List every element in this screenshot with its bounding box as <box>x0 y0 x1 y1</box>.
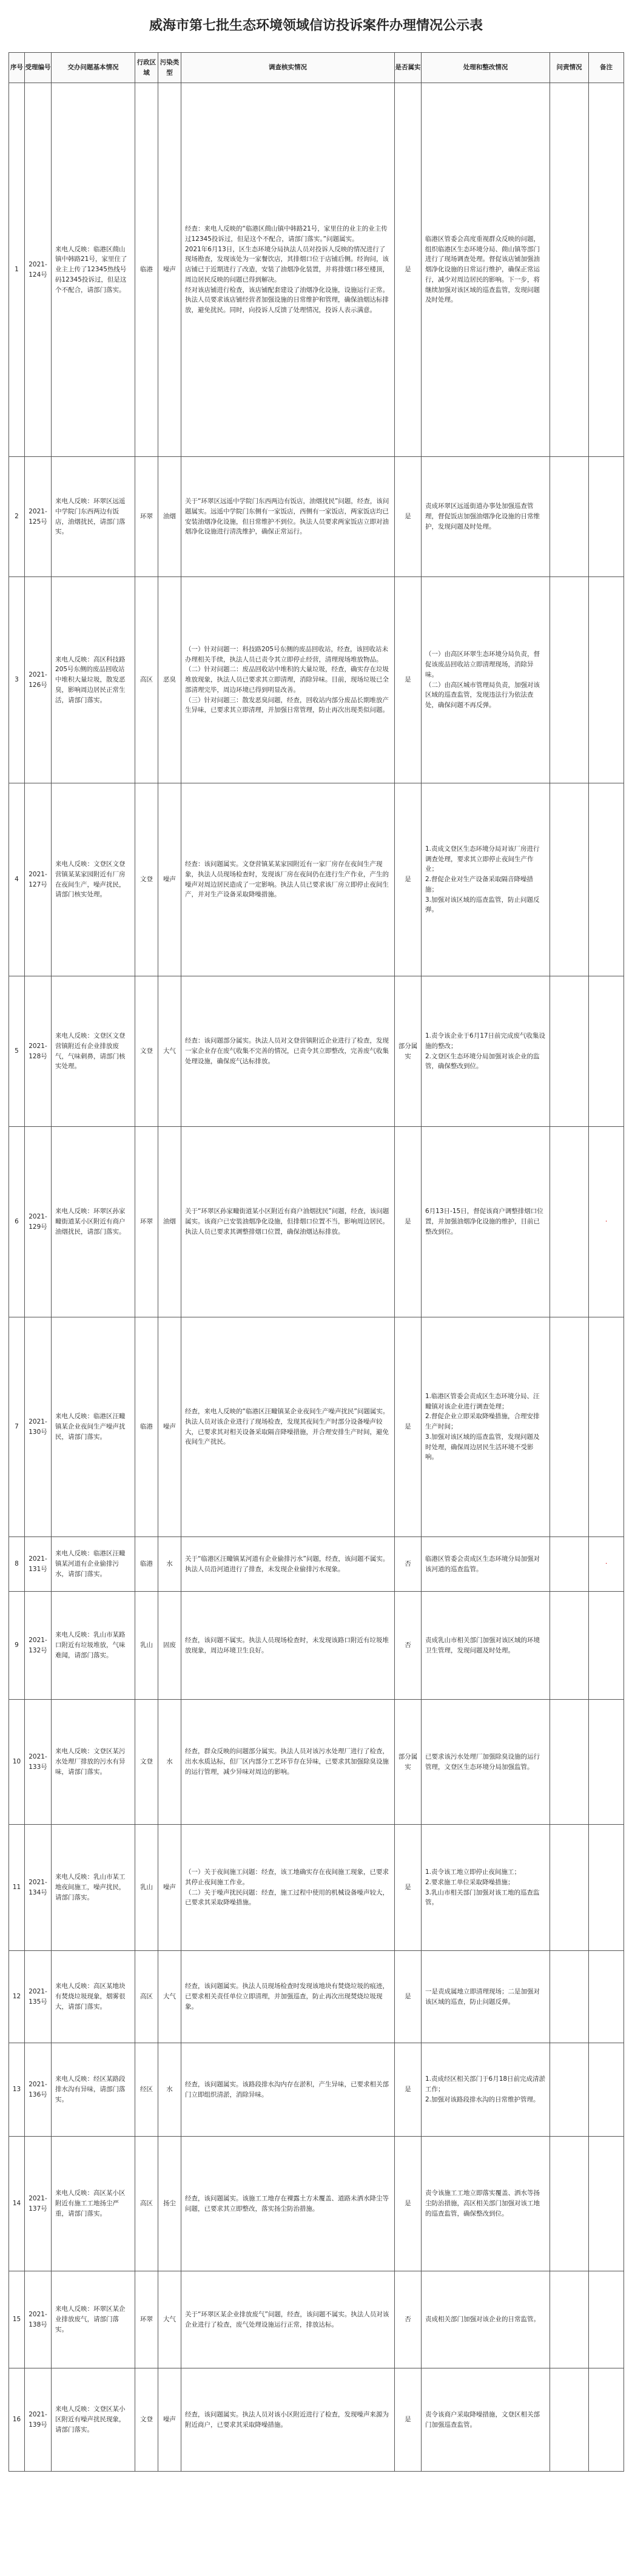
complaint-table <box>8 52 624 2472</box>
row-remark <box>589 2271 624 2368</box>
table-row <box>9 2137 624 2271</box>
row-no: 7 <box>9 1317 25 1537</box>
row-region: 环翠 <box>135 1127 158 1317</box>
page-title: 威海市第七批生态环境领域信访投诉案件办理情况公示表 <box>149 18 483 33</box>
row-accountability <box>550 1537 589 1592</box>
row-no: 3 <box>9 577 25 783</box>
row-details: 关于“临港区汪疃镇某河道有企业偷排污水”问题，经查，该问题不属实。执法人员沿河道进行了排查，未发现企业偷排污水现象。 <box>181 1537 395 1592</box>
row-remark <box>589 1700 624 1825</box>
row-handling: 责成乳山市相关部门加强对该区域的环境卫生管理，发现问题及时处理。 <box>422 1592 550 1700</box>
row-id: 2021-135号 <box>25 1951 52 2043</box>
row-handling: 已要求该污水处理厂加强除臭设施的运行管理，文登区生态环境分局加强监管。 <box>422 1700 550 1825</box>
row-region: 高区 <box>135 2137 158 2271</box>
row-verified: 是 <box>395 2368 422 2472</box>
row-details: 关于“环翠区远遥中学院门东西两边有饭店，油烟扰民”问题，经查，该问题属实。远遥中学院门东侧有一家饭店，西侧有一家饭店，两家饭店均已安装油烟净化设施，但日常维护不到位。执法人员要求两家饭店立即对油烟净化设施进行清洗维护，确保正常运行。 <box>181 457 395 577</box>
row-remark <box>589 457 624 577</box>
row-verified: 是 <box>395 577 422 783</box>
row-region: 乳山 <box>135 1825 158 1951</box>
row-issue: 来电人反映：临港区蔄山镇中韩路21号，家里住了业主上传了12345热线号码12345投诉过，但是这个不配合，请部门落实。 <box>52 83 135 457</box>
row-details: 经查：该问题部分属实。执法人员对文登营镇附近企业进行了检查，发现一家企业存在废气收集不完善的情况，已责令其立即整改，完善废气收集处理设施，确保废气达标排放。 <box>181 976 395 1127</box>
row-details: 关于“环翠区某企业排放废气”问题，经查，该问题不属实。执法人员对该企业进行了检查，废气处理设施运行正常，排放达标。 <box>181 2271 395 2368</box>
row-remark <box>589 1825 624 1951</box>
row-accountability <box>550 976 589 1127</box>
row-type: 大气 <box>158 1951 181 2043</box>
row-type: 噪声 <box>158 783 181 976</box>
row-issue: 来电人反映：高区某小区附近有施工工地扬尘严重，请部门落实。 <box>52 2137 135 2271</box>
row-handling: 临港区管委会高度重视群众反映的问题，组织临港区生态环境分局、蔄山镇等部门进行了现场调查处理。督促该店铺加强油烟净化设施的日常运行维护，确保正常运行，减少对周边居民的影响。下一步，将继续加强对该区域的巡查监管，发现问题及时处理。 <box>422 83 550 457</box>
row-issue: 来电人反映：环翠区孙家疃街道某小区附近有商户油烟扰民，请部门落实。 <box>52 1127 135 1317</box>
table-row <box>9 577 624 783</box>
row-accountability <box>550 1592 589 1700</box>
row-type: 水 <box>158 1700 181 1825</box>
row-verified: 否 <box>395 1592 422 1700</box>
row-region: 高区 <box>135 1951 158 2043</box>
row-issue: 来电人反映：文登区文登营镇某某家园附近有厂房在夜间生产，噪声扰民，请部门核实处理。 <box>52 783 135 976</box>
row-accountability <box>550 577 589 783</box>
row-no: 12 <box>9 1951 25 2043</box>
row-no: 9 <box>9 1592 25 1700</box>
row-details: 经查，该问题不属实。执法人员现场检查时，未发现该路口附近有垃圾堆放现象，周边环境卫生良好。 <box>181 1592 395 1700</box>
row-handling: 1.责令该企业于6月17日前完成废气收集设施的整改； 2.文登区生态环境分局加强对该企业的监管，确保整改到位。 <box>422 976 550 1127</box>
table-row <box>9 1951 624 2043</box>
table-row <box>9 1127 624 1317</box>
row-no: 13 <box>9 2043 25 2137</box>
row-id: 2021-134号 <box>25 1825 52 1951</box>
header-issue: 交办问题基本情况 <box>52 53 135 83</box>
row-handling: 责令该商户采取降噪措施，文登区相关部门加强巡查监管。 <box>422 2368 550 2472</box>
row-no: 16 <box>9 2368 25 2472</box>
header-no: 序号 <box>9 53 25 83</box>
row-id: 2021-124号 <box>25 83 52 457</box>
row-region: 高区 <box>135 577 158 783</box>
row-region: 临港 <box>135 83 158 457</box>
table-row <box>9 976 624 1127</box>
row-verified: 是 <box>395 1825 422 1951</box>
row-id: 2021-125号 <box>25 457 52 577</box>
row-id: 2021-127号 <box>25 783 52 976</box>
row-issue: 来电人反映：文登区某小区附近有噪声扰民现象，请部门落实。 <box>52 2368 135 2472</box>
row-remark <box>589 1951 624 2043</box>
table-row <box>9 457 624 577</box>
row-verified: 是 <box>395 2137 422 2271</box>
row-id: 2021-128号 <box>25 976 52 1127</box>
row-handling: 责成相关部门加强对该企业的日常监管。 <box>422 2271 550 2368</box>
row-id: 2021-132号 <box>25 1592 52 1700</box>
row-type: 噪声 <box>158 2368 181 2472</box>
row-issue: 来电人反映：临港区汪疃镇某河道有企业偷排污水，请部门落实。 <box>52 1537 135 1592</box>
table-row <box>9 2368 624 2472</box>
row-issue: 来电人反映：乳山市某工地夜间施工，噪声扰民，请部门落实。 <box>52 1825 135 1951</box>
row-accountability <box>550 2137 589 2271</box>
row-accountability <box>550 1317 589 1537</box>
row-details: 经查：该问题属实。文登营镇某某家园附近有一家厂房存在夜间生产现象，执法人员现场检查时，发现该厂房在夜间仍在进行生产作业，产生的噪声对周边居民造成了一定影响。执法人员已要求该厂房立即停止夜间生产，并对生产设备采取降噪措施。 <box>181 783 395 976</box>
row-region: 文登 <box>135 1700 158 1825</box>
row-region: 乳山 <box>135 1592 158 1700</box>
row-remark <box>589 783 624 976</box>
row-type: 大气 <box>158 976 181 1127</box>
header-handling: 处理和整改情况 <box>422 53 550 83</box>
table-row <box>9 1317 624 1537</box>
row-no: 1 <box>9 83 25 457</box>
row-issue: 来电人反映：文登区文登营镇附近有企业排放废气，气味刺鼻，请部门核实处理。 <box>52 976 135 1127</box>
table-body <box>9 83 624 2472</box>
row-verified: 是 <box>395 783 422 976</box>
table-row <box>9 1700 624 1825</box>
row-issue: 来电人反映：环翠区远遥中学院门东西两边有饭店，油烟扰民，请部门落实。 <box>52 457 135 577</box>
row-remark <box>589 83 624 457</box>
row-remark <box>589 1317 624 1537</box>
row-handling: 责成环翠区远遥街道办事处加强巡查管理，督促饭店加强油烟净化设施的日常维护，发现问题及时处理。 <box>422 457 550 577</box>
row-verified: 是 <box>395 83 422 457</box>
row-id: 2021-131号 <box>25 1537 52 1592</box>
row-id: 2021-126号 <box>25 577 52 783</box>
row-region: 文登 <box>135 2368 158 2472</box>
header-details: 调查核实情况 <box>181 53 395 83</box>
row-region: 环翠 <box>135 457 158 577</box>
header-id: 受理编号 <box>25 53 52 83</box>
row-id: 2021-130号 <box>25 1317 52 1537</box>
table-row <box>9 783 624 976</box>
row-accountability <box>550 2271 589 2368</box>
row-accountability <box>550 2043 589 2137</box>
row-id: 2021-133号 <box>25 1700 52 1825</box>
row-remark <box>589 2368 624 2472</box>
row-id: 2021-136号 <box>25 2043 52 2137</box>
row-no: 10 <box>9 1700 25 1825</box>
row-type: 噪声 <box>158 1825 181 1951</box>
row-type: 大气 <box>158 2271 181 2368</box>
row-issue: 来电人反映：乳山市某路口附近有垃圾堆放，气味难闻，请部门落实。 <box>52 1592 135 1700</box>
row-remark: · <box>589 1537 624 1592</box>
row-region: 临港 <box>135 1537 158 1592</box>
row-details: 经查，该问题属实。执法人员现场检查时发现该地块有焚烧垃圾的痕迹，已要求相关责任单位立即清理，并加强巡查，防止再次出现焚烧垃圾现象。 <box>181 1951 395 2043</box>
row-region: 文登 <box>135 976 158 1127</box>
row-remark <box>589 577 624 783</box>
table-row <box>9 1825 624 1951</box>
row-verified: 否 <box>395 1537 422 1592</box>
row-details: 经查，群众反映的问题部分属实。执法人员对该污水处理厂进行了检查，出水水质达标，但厂区内部分工艺环节存在异味，已要求其加强除臭设施的运行管理，减少异味对周边的影响。 <box>181 1700 395 1825</box>
row-id: 2021-137号 <box>25 2137 52 2271</box>
row-no: 5 <box>9 976 25 1127</box>
row-details: 经查：来电人反映的“临港区蔄山镇中韩路21号，家里住的业主的业主传过12345投诉过，但是这个不配合，请部门落实。”问题属实。 2021年6月13日，区生态环境分局执法人员对投诉人反映的情况进行了现场勘查，发现该处为一家餐饮店，其排烟口位于店铺后侧。经询问，该店铺已于近期进行了改造，安装了油烟净化装置，并将排烟口移至楼顶，周边居民反映的问题已得到解决。 经对该店铺进行检查，该店铺配套建设了油烟净化设施，设施运行正常。执法人员要求该店铺经营者加强设施的日常维护和管理，确保油烟达标排放，避免扰民。同时，向投诉人反馈了处理情况，投诉人表示满意。 <box>181 83 395 457</box>
header-remark: 备注 <box>589 53 624 83</box>
row-accountability <box>550 1825 589 1951</box>
table-header-row <box>9 53 624 83</box>
row-region: 临港 <box>135 1317 158 1537</box>
row-type: 固废 <box>158 1592 181 1700</box>
row-handling: （一）由高区环翠生态环境分局负责，督促该废品回收站立即清理现场，消除异味。 （二）由高区城市管理局负责，加强对该区域的巡查监管，发现违法行为依法查处，确保问题不再反弹。 <box>422 577 550 783</box>
row-issue: 来电人反映：临港区汪疃镇某企业夜间生产噪声扰民，请部门落实。 <box>52 1317 135 1537</box>
row-region: 环翠 <box>135 2271 158 2368</box>
row-accountability <box>550 83 589 457</box>
row-remark <box>589 1592 624 1700</box>
row-handling: 1.责成文登区生态环境分局对该厂房进行调查处理，要求其立即停止夜间生产作业； 2.督促企业对生产设备采取隔音降噪措施； 3.加强对该区域的巡查监管，防止问题反弹。 <box>422 783 550 976</box>
row-accountability <box>550 457 589 577</box>
row-no: 6 <box>9 1127 25 1317</box>
row-no: 2 <box>9 457 25 577</box>
row-accountability <box>550 1700 589 1825</box>
row-details: 经查，该问题属实。该施工工地存在裸露土方未覆盖、道路未洒水降尘等问题，已要求其立即整改，落实扬尘防治措施。 <box>181 2137 395 2271</box>
row-verified: 是 <box>395 2043 422 2137</box>
row-id: 2021-129号 <box>25 1127 52 1317</box>
row-type: 恶臭 <box>158 577 181 783</box>
row-type: 扬尘 <box>158 2137 181 2271</box>
row-issue: 来电人反映：经区某路段排水沟有异味，请部门落实。 <box>52 2043 135 2137</box>
row-issue: 来电人反映：高区某地块有焚烧垃圾现象，烟雾很大，请部门落实。 <box>52 1951 135 2043</box>
row-details: 关于“环翠区孙家疃街道某小区附近有商户油烟扰民”问题，经查，该问题属实。该商户已安装油烟净化设施，但排烟口位置不当，影响周边居民。执法人员已要求其调整排烟口位置，确保油烟达标排放。 <box>181 1127 395 1317</box>
row-issue: 来电人反映：文登区某污水处理厂排放的污水有异味，请部门落实。 <box>52 1700 135 1825</box>
row-details: 经查，来电人反映的“临港区汪疃镇某企业夜间生产噪声扰民”问题属实。执法人员对该企业进行了现场检查，发现其夜间生产时部分设备噪声较大，已要求其对相关设备采取隔音降噪措施，并合理安排生产时间，避免夜间生产扰民。 <box>181 1317 395 1537</box>
table-row <box>9 2271 624 2368</box>
row-details: 经查，该问题属实。执法人员对该小区附近进行了检查，发现噪声来源为附近商户，已要求其采取降噪措施。 <box>181 2368 395 2472</box>
row-handling: 6月13日-15日，督促该商户调整排烟口位置，并加强油烟净化设施的维护，目前已整改到位。 <box>422 1127 550 1317</box>
row-handling: 1.责成经区相关部门于6月18日前完成清淤工作； 2.加强对该路段排水沟的日常维护管理。 <box>422 2043 550 2137</box>
row-accountability <box>550 1951 589 2043</box>
row-no: 14 <box>9 2137 25 2271</box>
header-region: 行政区域 <box>135 53 158 83</box>
row-id: 2021-139号 <box>25 2368 52 2472</box>
row-accountability <box>550 2368 589 2472</box>
row-verified: 是 <box>395 1951 422 2043</box>
row-type: 水 <box>158 1537 181 1592</box>
row-handling: 一是责成属地立即清理现场；二是加强对该区域的巡查，防止问题反弹。 <box>422 1951 550 2043</box>
header-accountability: 问责情况 <box>550 53 589 83</box>
header-type: 污染类型 <box>158 53 181 83</box>
row-remark <box>589 976 624 1127</box>
row-region: 经区 <box>135 2043 158 2137</box>
row-no: 11 <box>9 1825 25 1951</box>
row-id: 2021-138号 <box>25 2271 52 2368</box>
row-type: 水 <box>158 2043 181 2137</box>
row-region: 文登 <box>135 783 158 976</box>
row-remark <box>589 2137 624 2271</box>
row-verified: 部分属实 <box>395 976 422 1127</box>
row-type: 噪声 <box>158 83 181 457</box>
row-verified: 是 <box>395 457 422 577</box>
row-accountability <box>550 783 589 976</box>
row-type: 油烟 <box>158 1127 181 1317</box>
row-handling: 1.责令该工地立即停止夜间施工； 2.要求施工单位采取降噪措施； 3.乳山市相关部门加强对该工地的巡查监管。 <box>422 1825 550 1951</box>
row-remark: · <box>589 1127 624 1317</box>
row-issue: 来电人反映：环翠区某企业排放废气，请部门落实。 <box>52 2271 135 2368</box>
row-verified: 是 <box>395 1317 422 1537</box>
row-no: 8 <box>9 1537 25 1592</box>
row-handling: 临港区管委会责成区生态环境分局加强对该河道的巡查监管。 <box>422 1537 550 1592</box>
table-row <box>9 1592 624 1700</box>
row-type: 油烟 <box>158 457 181 577</box>
row-no: 15 <box>9 2271 25 2368</box>
row-details: （一）针对问题一：科技路205号东侧的废品回收站，经查，该回收站未办理相关手续，执法人员已责令其立即停止经营，清理现场堆放物品。 （二）针对问题二：废品回收站中堆积的大量垃圾，经查，确实存在垃圾堆放现象，执法人员已要求其立即清理，消除异味。目前，现场垃圾已全部清理完毕，周边环境已得到明显改善。 （三）针对问题三：散发恶臭问题，经查，回收站内部分废品长期堆放产生异味，已要求其立即清理，并加强日常管理，防止再次出现类似问题。 <box>181 577 395 783</box>
row-accountability <box>550 1127 589 1317</box>
row-verified: 部分属实 <box>395 1700 422 1825</box>
header-verified: 是否属实 <box>395 53 422 83</box>
table-row <box>9 2043 624 2137</box>
row-verified: 是 <box>395 1127 422 1317</box>
row-no: 4 <box>9 783 25 976</box>
table-row <box>9 1537 624 1592</box>
row-details: 经查，该问题属实。该路段排水沟内存在淤积，产生异味，已要求相关部门立即组织清淤，消除异味。 <box>181 2043 395 2137</box>
row-type: 噪声 <box>158 1317 181 1537</box>
row-details: （一）关于夜间施工问题：经查，该工地确实存在夜间施工现象，已要求其停止夜间施工作业。 （二）关于噪声扰民问题：经查，施工过程中使用的机械设备噪声较大，已要求其采取降噪措施。 <box>181 1825 395 1951</box>
row-handling: 1.临港区管委会责成区生态环境分局、汪疃镇对该企业进行调查处理； 2.督促企业立即采取降噪措施，合理安排生产时间； 3.加强对该区域的巡查监管，发现问题及时处理，确保周边居民生活环境不受影响。 <box>422 1317 550 1537</box>
row-verified: 否 <box>395 2271 422 2368</box>
row-issue: 来电人反映：高区科技路205号东侧的废品回收站中堆积大量垃圾，散发恶臭，影响周边居民正常生活，请部门落实。 <box>52 577 135 783</box>
row-handling: 责令该施工工地立即落实覆盖、洒水等扬尘防治措施，高区相关部门加强对该工地的巡查监管，确保整改到位。 <box>422 2137 550 2271</box>
row-remark <box>589 2043 624 2137</box>
table-row <box>9 83 624 457</box>
